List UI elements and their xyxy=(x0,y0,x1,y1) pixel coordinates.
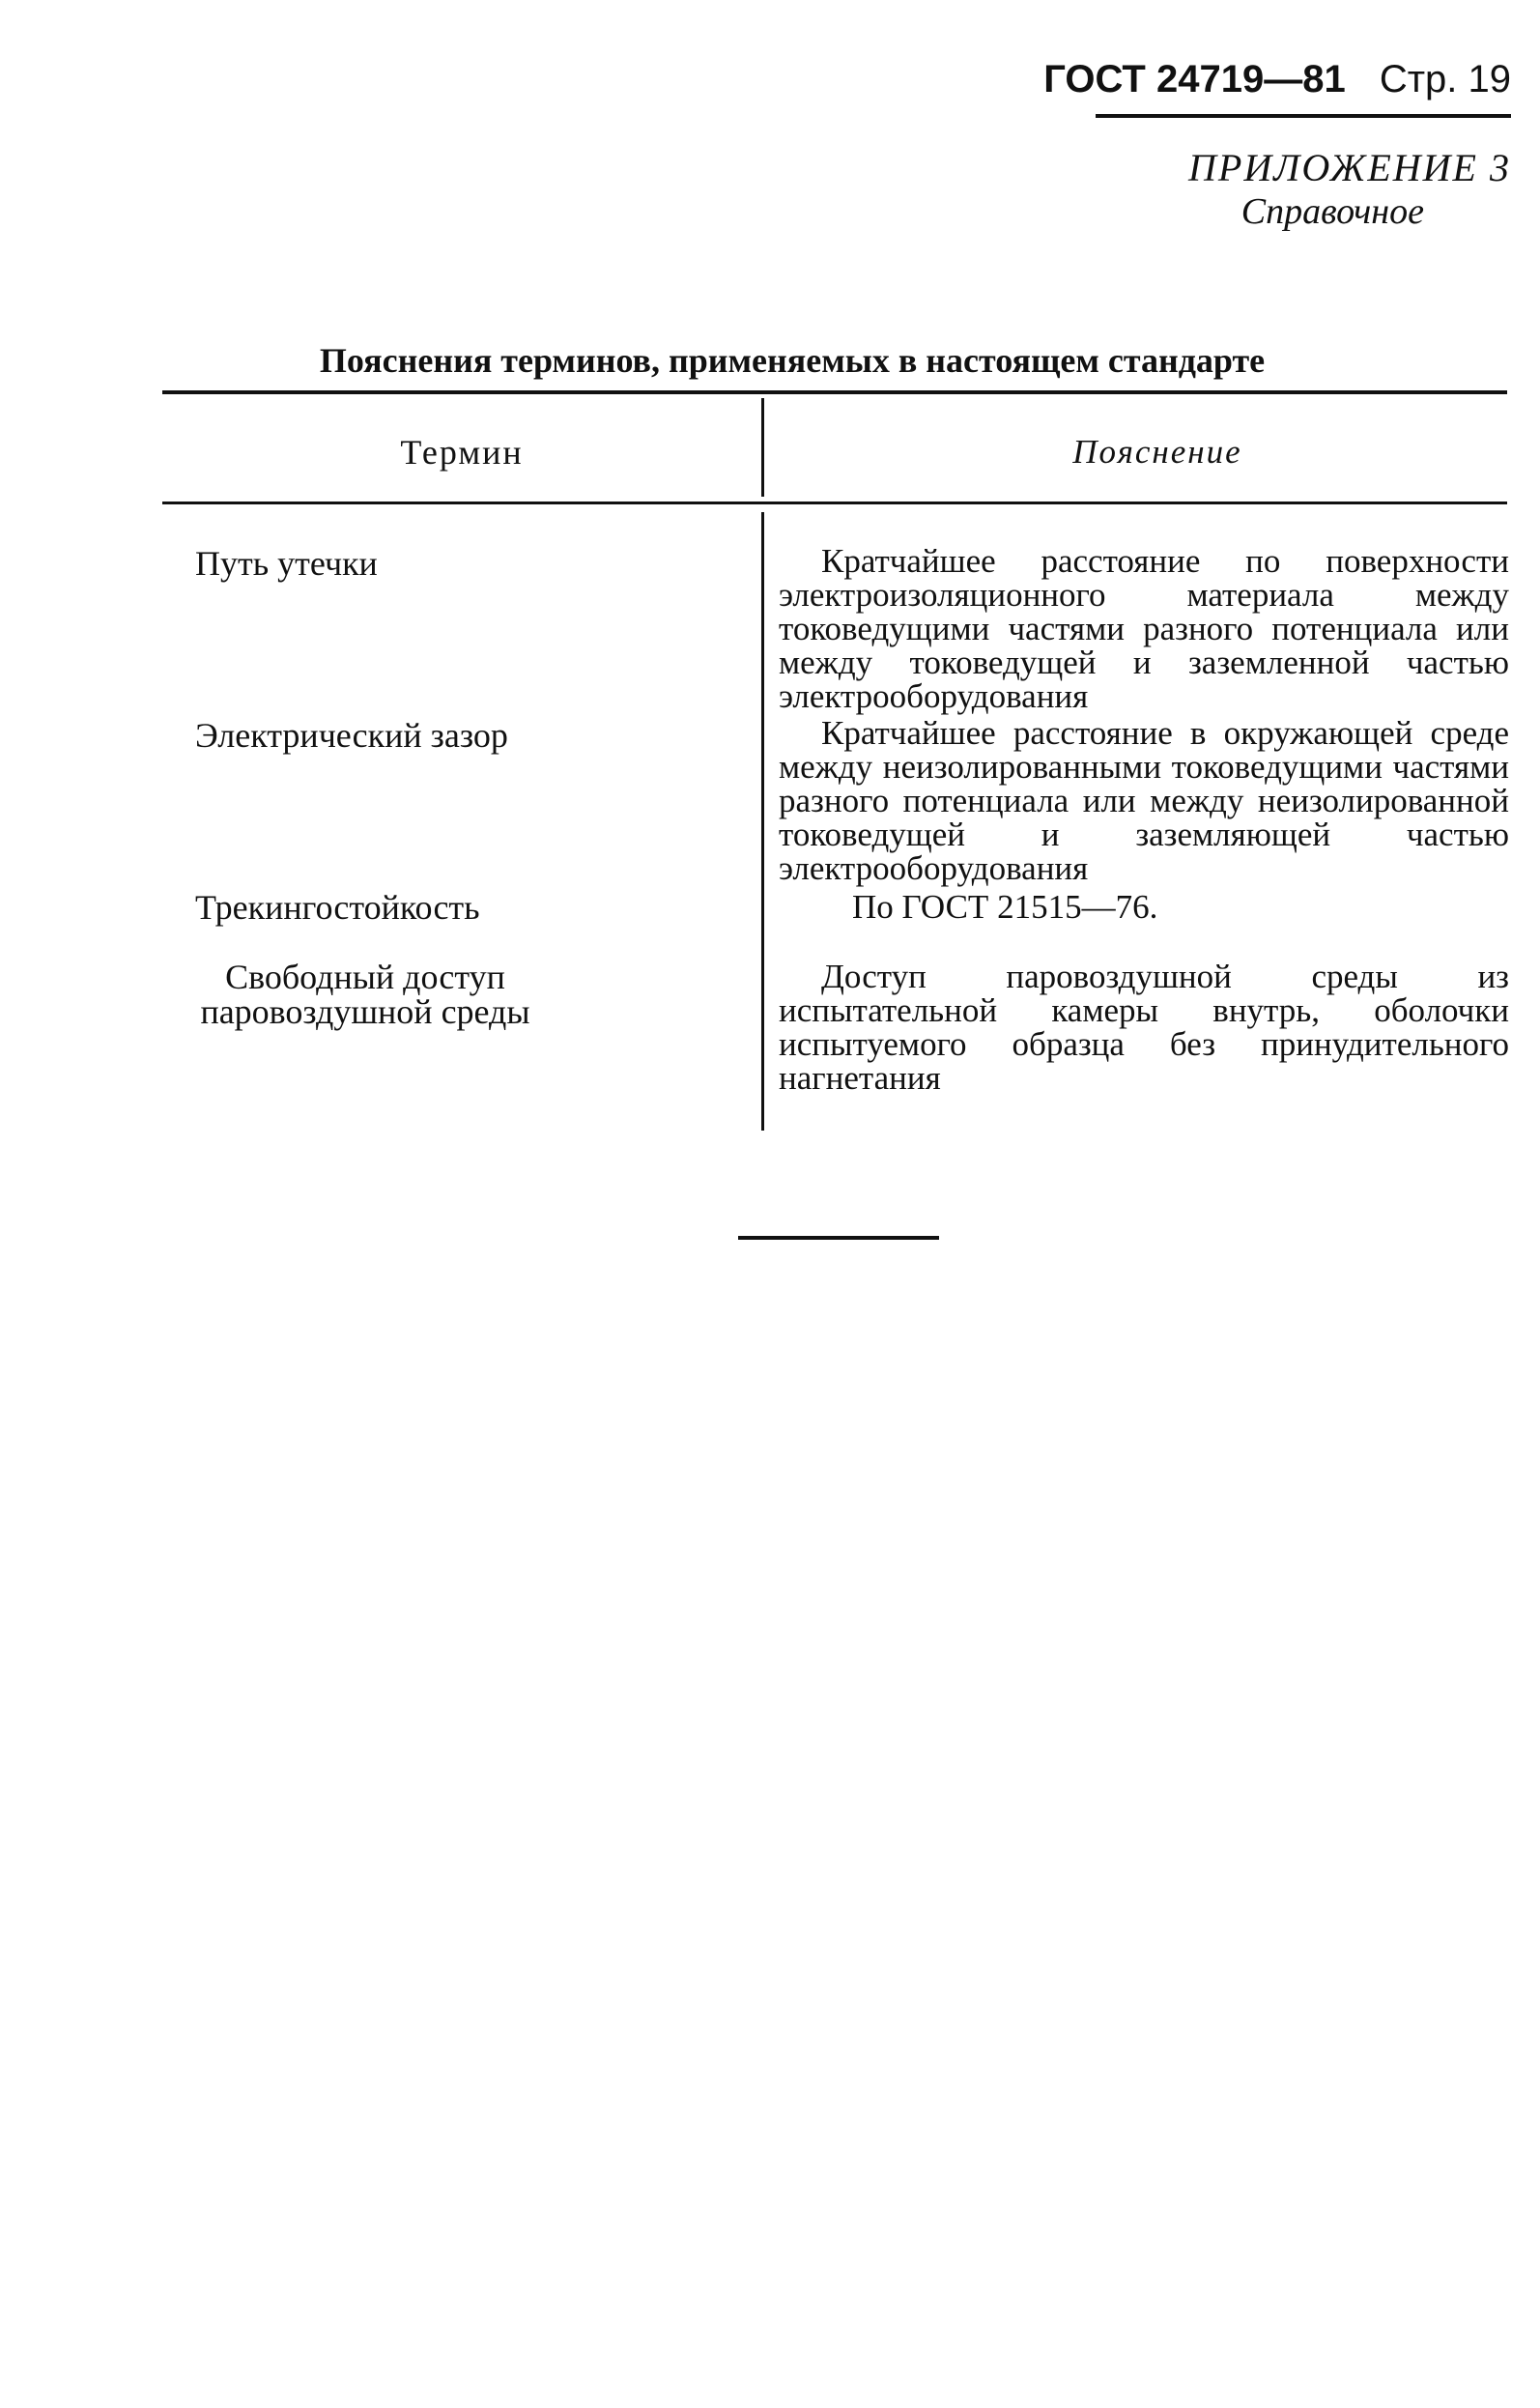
table-top-rule xyxy=(162,390,1507,394)
appendix-note: Справочное xyxy=(1241,191,1424,232)
header-underline xyxy=(1096,114,1511,118)
table-row-term: Путь утечки xyxy=(195,544,378,583)
column-header-explanation: Пояснение xyxy=(1072,433,1242,471)
table-row-term: Свободный доступ паровоздушной среды xyxy=(200,958,530,1031)
table-row-explanation: Кратчайшее расстояние в окружающей среде между неизолированными токоведущими частями разного потенциала или между неизолированной токоведущей и заземляющей частью электрооборудования xyxy=(779,714,1509,887)
table-row-term: Трекингостойкость xyxy=(195,888,480,927)
table-row-explanation: По ГОСТ 21515—76. xyxy=(852,888,1158,926)
appendix-title: ПРИЛОЖЕНИЕ 3 xyxy=(1188,146,1511,189)
document-code: ГОСТ 24719—81 xyxy=(1043,58,1346,100)
page-header xyxy=(1043,58,1511,109)
end-rule xyxy=(738,1236,939,1240)
table-row-explanation: Доступ паровоздушной среды из испытательной камеры внутрь, оболочки испытуемого образца без принудительного нагнетания xyxy=(779,958,1509,1097)
table-header-divider xyxy=(761,398,764,497)
table-row-term: Электрический зазор xyxy=(195,716,508,755)
table-header-rule xyxy=(162,502,1507,504)
page-number: Стр. 19 xyxy=(1379,58,1511,100)
table-body-divider xyxy=(761,512,764,1131)
column-header-term: Термин xyxy=(400,433,524,472)
table-row-explanation: Кратчайшее расстояние по поверхности электроизоляционного материала между токоведущими частями разного потенциала или между токоведущей и заземленной частью электрооборудования xyxy=(779,542,1509,715)
table-title: Пояснения терминов, применяемых в настоящем стандарте xyxy=(319,341,1266,380)
